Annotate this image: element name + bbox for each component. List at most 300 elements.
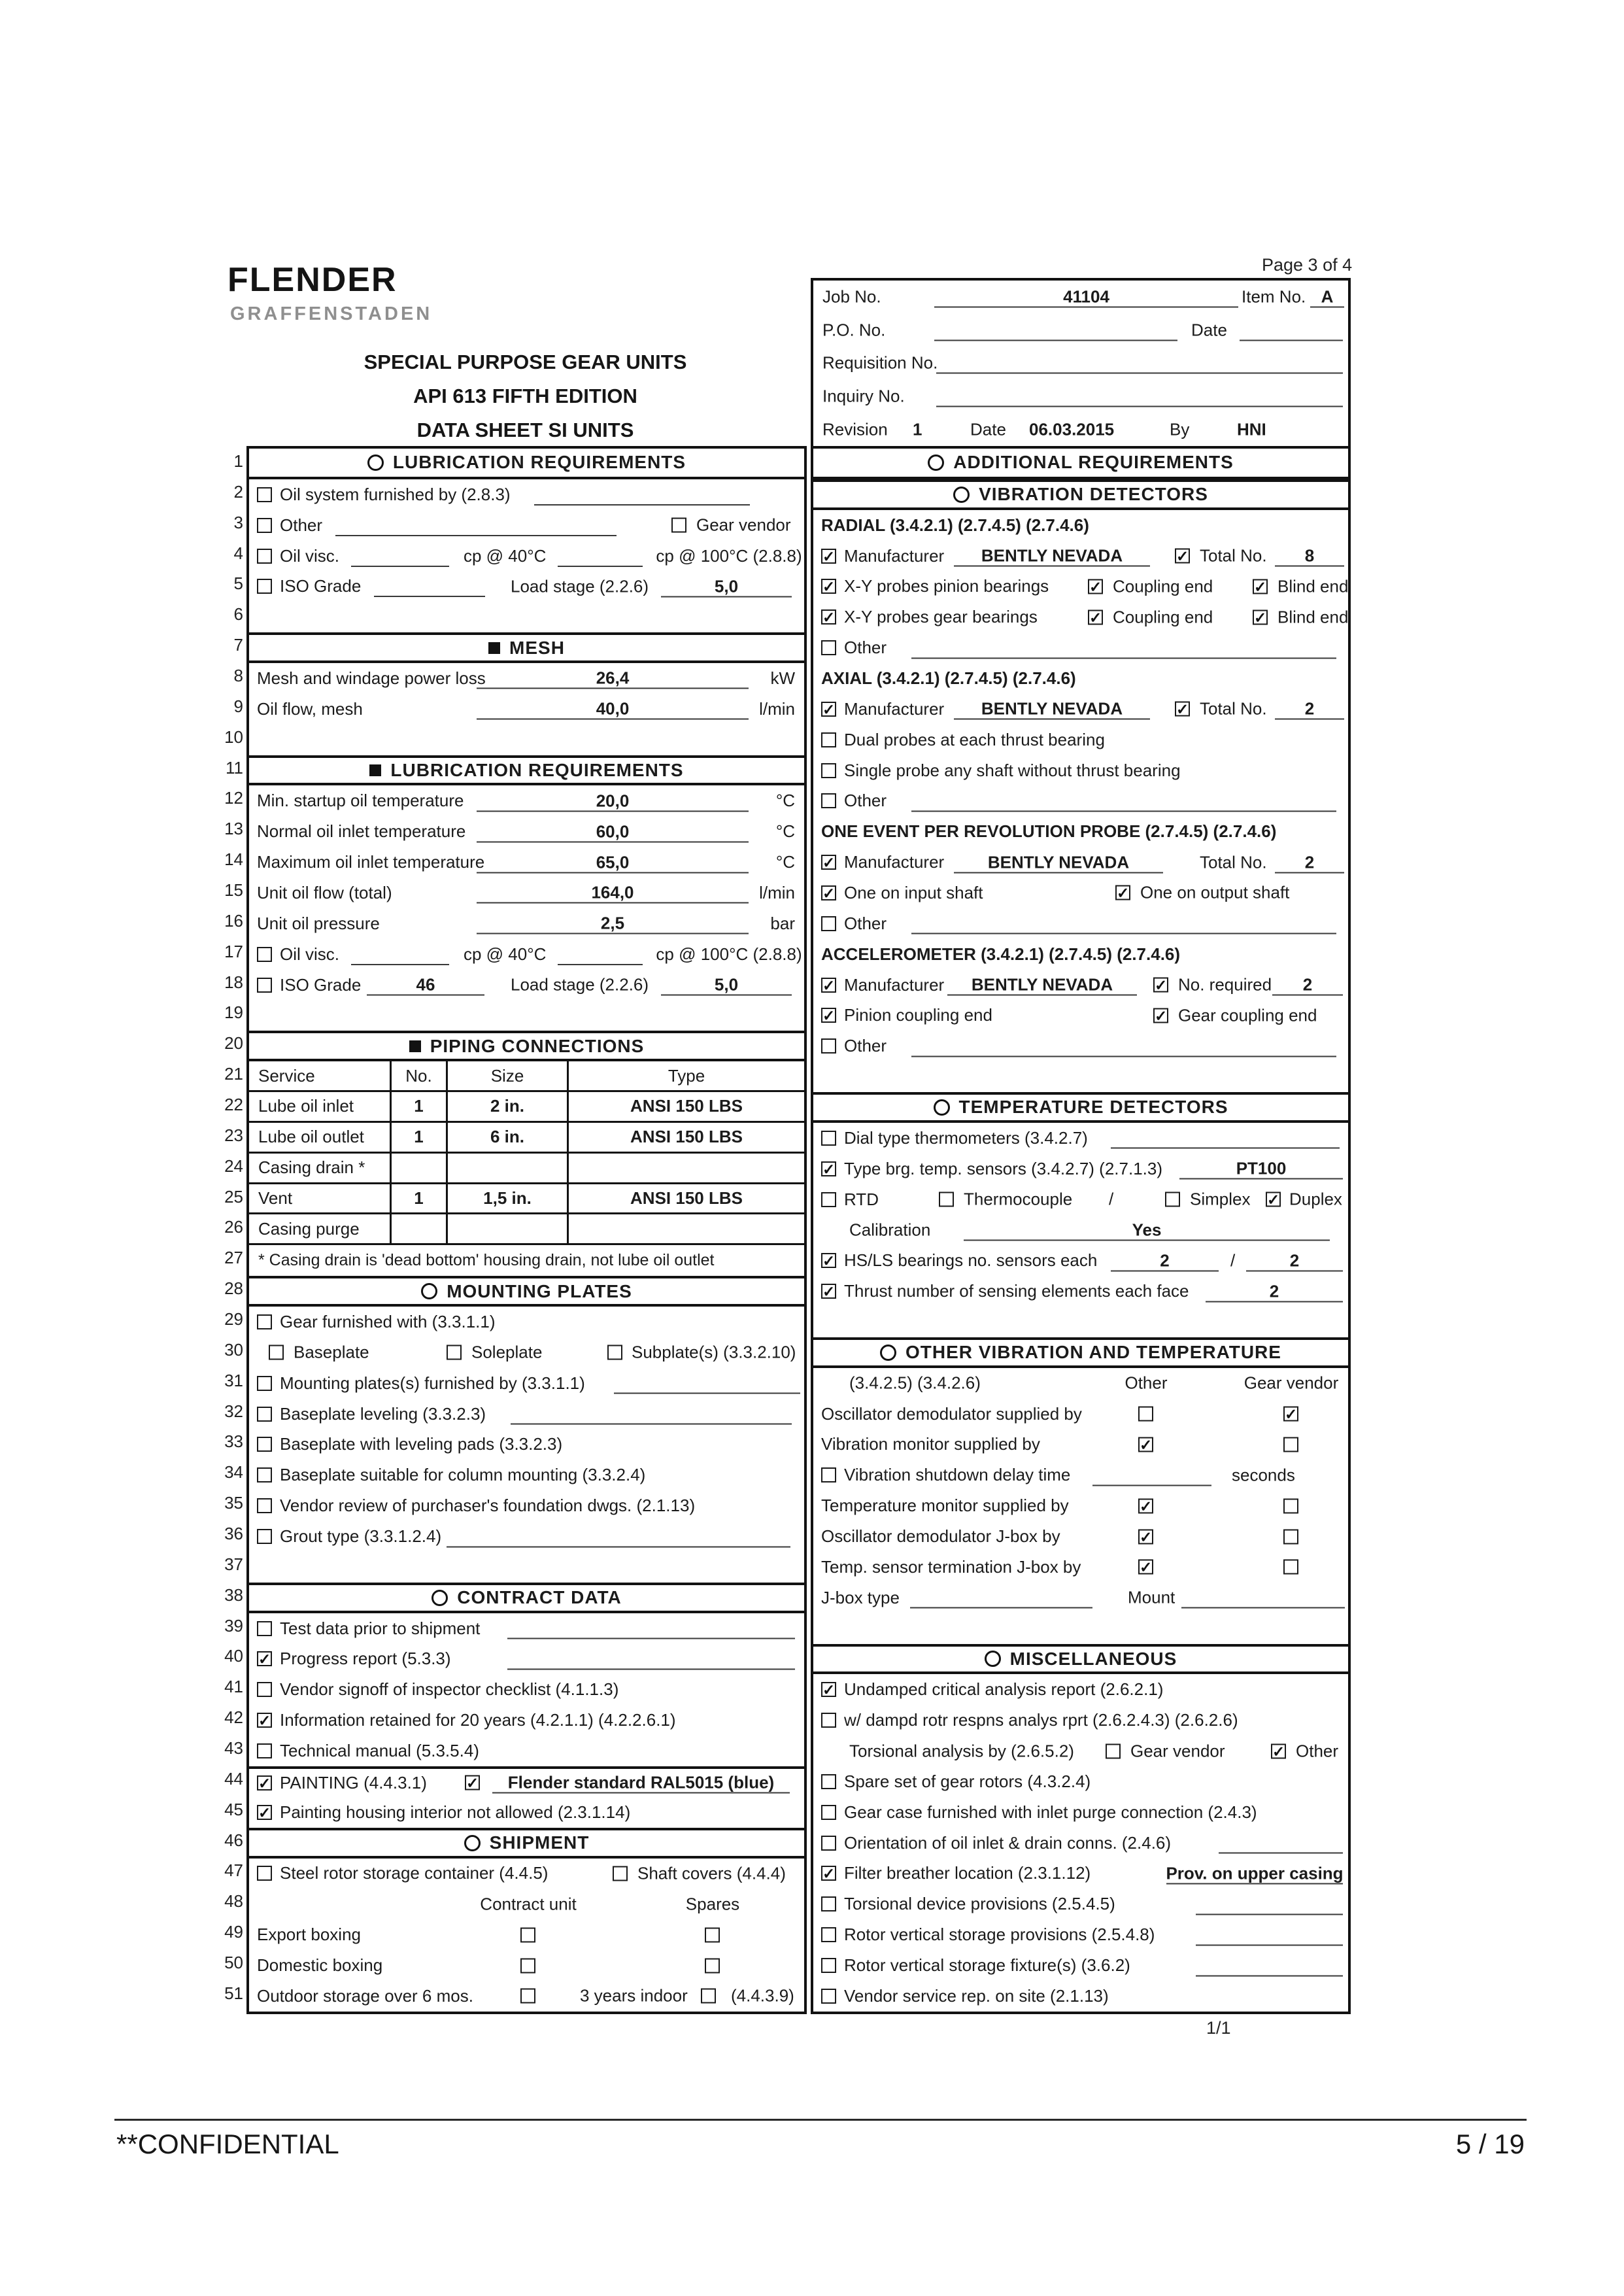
field-label: Vendor review of purchaser's foundation dwgs. (2.1.13) xyxy=(280,1496,696,1516)
field-value: 2 xyxy=(1302,974,1313,995)
checkbox[interactable] xyxy=(939,1192,954,1207)
field-label: Gear furnished with (3.3.1.1) xyxy=(280,1311,496,1331)
field-label: Vendor signoff of inspector checklist (4.1.1.3) xyxy=(280,1679,619,1700)
right-row-26 xyxy=(813,1214,1348,1245)
section-header xyxy=(813,1337,1348,1368)
checkbox-checked[interactable]: ✓ xyxy=(1140,1498,1153,1515)
footer-page-number: 5 / 19 xyxy=(1455,2129,1525,2159)
fill-in-field[interactable] xyxy=(911,913,1336,934)
field-value: PT100 xyxy=(1236,1158,1287,1178)
checkbox[interactable] xyxy=(257,1529,272,1544)
right-row-15 xyxy=(813,878,1348,908)
checkbox-checked[interactable]: ✓ xyxy=(1267,1191,1280,1208)
checkbox[interactable] xyxy=(447,1345,462,1360)
fill-in-field[interactable] xyxy=(1206,1280,1343,1302)
right-row-17 xyxy=(813,939,1348,970)
fill-in-field[interactable] xyxy=(374,575,485,597)
checkbox-checked[interactable]: ✓ xyxy=(1140,1558,1153,1576)
field-label: Torsional device provisions (2.5.4.5) xyxy=(844,1894,1115,1914)
fill-in-field[interactable] xyxy=(1310,286,1344,308)
checkbox-checked[interactable]: ✓ xyxy=(1140,1528,1153,1545)
right-row-18 xyxy=(813,970,1348,1001)
fill-in-field[interactable] xyxy=(661,575,792,597)
row-number: 26 xyxy=(224,1217,243,1237)
left-row-5 xyxy=(249,571,804,602)
field-label: Mesh and windage power loss xyxy=(257,668,486,688)
table-cell: Casing purge xyxy=(249,1214,392,1243)
checkbox[interactable] xyxy=(257,1682,272,1697)
field-label: Grout type (3.3.1.2.4) xyxy=(280,1526,442,1546)
circle-marker-icon xyxy=(367,454,384,471)
row-number: 12 xyxy=(224,788,243,808)
checkbox[interactable] xyxy=(821,1774,836,1789)
field-label: Maximum oil inlet temperature xyxy=(257,852,485,872)
field-label: Unit oil flow (total) xyxy=(257,882,392,902)
fill-in-field[interactable] xyxy=(447,1526,790,1547)
field-label: AXIAL (3.4.2.1) (2.7.4.5) (2.7.4.6) xyxy=(821,668,1076,688)
fill-in-field[interactable] xyxy=(964,1219,1330,1241)
field-label: Gear vendor xyxy=(1130,1741,1225,1761)
checkbox[interactable] xyxy=(1165,1192,1180,1207)
fill-in-field[interactable] xyxy=(1246,1250,1343,1271)
fill-in-field[interactable] xyxy=(1111,1250,1219,1271)
checkbox-checked[interactable]: ✓ xyxy=(258,1804,271,1821)
section-title: MOUNTING PLATES xyxy=(447,1280,632,1301)
row-number: 21 xyxy=(224,1064,243,1084)
checkbox[interactable] xyxy=(821,1038,836,1054)
field-label: Information retained for 20 years (4.2.1.1) (4.2.2.6.1) xyxy=(280,1710,676,1730)
left-row-45 xyxy=(249,1797,804,1828)
fill-in-field[interactable] xyxy=(477,790,749,812)
fill-in-field[interactable] xyxy=(661,974,792,996)
checkbox[interactable] xyxy=(705,1958,720,1973)
left-row-34 xyxy=(249,1460,804,1490)
fill-in-field[interactable] xyxy=(558,545,643,567)
row-number: 46 xyxy=(224,1830,243,1850)
job-info-row-2 xyxy=(813,314,1348,347)
fill-in-field[interactable] xyxy=(911,790,1336,812)
circle-marker-icon xyxy=(431,1590,448,1606)
checkbox[interactable] xyxy=(257,1621,272,1636)
field-label: Blind end xyxy=(1277,607,1349,627)
filled-square-marker-icon xyxy=(369,764,381,776)
job-info-row-3 xyxy=(813,347,1348,380)
checkbox[interactable] xyxy=(257,1743,272,1758)
checkbox[interactable] xyxy=(821,1131,836,1146)
fill-in-field[interactable] xyxy=(534,484,750,505)
section-header xyxy=(249,1828,804,1859)
field-label: Gear case furnished with inlet purge connection (2.4.3) xyxy=(844,1802,1257,1822)
field-label: Simplex xyxy=(1190,1189,1251,1209)
right-row-23 xyxy=(813,1123,1348,1154)
checkbox[interactable] xyxy=(257,518,272,533)
field-label: No. required xyxy=(1178,974,1272,995)
checkbox[interactable] xyxy=(821,732,836,747)
field-label: HNI xyxy=(1237,419,1266,439)
table-cell: Casing drain * xyxy=(249,1154,392,1182)
fill-in-field[interactable] xyxy=(936,352,1343,374)
checkbox-checked[interactable]: ✓ xyxy=(1155,1007,1168,1025)
checkbox[interactable] xyxy=(1283,1498,1298,1513)
field-label: / xyxy=(1230,1250,1236,1271)
checkbox-checked[interactable]: ✓ xyxy=(1117,884,1130,902)
table-cell xyxy=(569,1154,804,1182)
field-label: Temp. sensor termination J-box by xyxy=(821,1556,1081,1577)
fill-in-field[interactable] xyxy=(1092,1464,1211,1486)
fill-in-field[interactable] xyxy=(1196,1893,1343,1915)
row-number: 38 xyxy=(224,1585,243,1605)
row-number: 28 xyxy=(224,1278,243,1299)
checkbox-checked[interactable]: ✓ xyxy=(1272,1743,1285,1760)
checkbox[interactable] xyxy=(821,1467,836,1482)
checkbox-checked[interactable]: ✓ xyxy=(822,1007,836,1025)
field-label: Torsional analysis by (2.6.5.2) xyxy=(849,1741,1074,1761)
brand-logo-subtitle: GRAFFENSTADEN xyxy=(230,303,433,324)
fill-in-field[interactable] xyxy=(477,851,749,873)
checkbox-checked[interactable]: ✓ xyxy=(822,1681,836,1699)
table-cell: Lube oil inlet xyxy=(249,1092,392,1121)
checkbox[interactable] xyxy=(520,1958,535,1973)
field-value: 65,0 xyxy=(596,852,630,872)
checkbox[interactable] xyxy=(257,579,272,594)
checkbox-checked[interactable]: ✓ xyxy=(822,578,836,596)
field-label: Coupling end xyxy=(1113,607,1213,627)
checkbox-checked[interactable]: ✓ xyxy=(822,1252,836,1270)
fill-in-field[interactable] xyxy=(335,515,617,536)
checkbox-checked[interactable]: ✓ xyxy=(1089,578,1102,596)
left-row-3 xyxy=(249,510,804,541)
left-row-50 xyxy=(249,1950,804,1981)
left-row-12 xyxy=(249,785,804,816)
field-label: Orientation of oil inlet & drain conns. (2.4.6) xyxy=(844,1832,1172,1853)
right-row-32 xyxy=(813,1399,1348,1430)
unit-label: l/min xyxy=(759,882,795,902)
right-row-8 xyxy=(813,663,1348,694)
section-header xyxy=(813,449,1348,479)
fill-in-field[interactable] xyxy=(1275,545,1344,567)
field-label: Oil visc. xyxy=(280,545,339,566)
fill-in-field[interactable] xyxy=(558,944,643,965)
field-value: 2 xyxy=(1269,1281,1279,1301)
fill-in-field[interactable] xyxy=(947,974,1137,996)
fill-in-field[interactable] xyxy=(1275,851,1344,873)
fill-in-field[interactable] xyxy=(954,545,1150,567)
checkbox[interactable] xyxy=(1138,1407,1153,1422)
checkbox[interactable] xyxy=(705,1927,720,1942)
checkbox[interactable] xyxy=(821,1927,836,1942)
table-cell xyxy=(392,1154,448,1182)
field-value: 20,0 xyxy=(596,791,630,811)
field-value: Flender standard RAL5015 (blue) xyxy=(507,1772,775,1792)
checkbox-checked[interactable]: ✓ xyxy=(466,1774,479,1792)
right-row-12 xyxy=(813,785,1348,816)
fill-in-field[interactable] xyxy=(954,698,1150,720)
checkbox-checked[interactable]: ✓ xyxy=(822,547,836,565)
field-value: 46 xyxy=(416,974,435,995)
row-number: 36 xyxy=(224,1524,243,1544)
field-label: RADIAL (3.4.2.1) (2.7.4.5) (2.7.4.6) xyxy=(821,515,1089,535)
field-label: One on input shaft xyxy=(844,882,983,902)
table-cell: Lube oil outlet xyxy=(249,1123,392,1152)
fill-in-field[interactable] xyxy=(511,1403,792,1425)
checkbox[interactable] xyxy=(821,1192,836,1207)
right-row-51 xyxy=(813,1981,1348,2012)
right-row-4 xyxy=(813,541,1348,572)
left-row-33 xyxy=(249,1430,804,1460)
checkbox-checked[interactable]: ✓ xyxy=(1254,578,1267,596)
blank-row xyxy=(813,1307,1348,1337)
fill-in-field[interactable] xyxy=(1181,1587,1345,1609)
checkbox-checked[interactable]: ✓ xyxy=(1285,1405,1298,1423)
section-header xyxy=(813,1644,1348,1675)
section-title: TEMPERATURE DETECTORS xyxy=(958,1097,1228,1118)
checkbox-checked[interactable]: ✓ xyxy=(822,854,836,872)
checkbox[interactable] xyxy=(821,1713,836,1728)
row-number: 4 xyxy=(233,543,243,563)
checkbox[interactable] xyxy=(257,1866,272,1881)
checkbox[interactable] xyxy=(1283,1560,1298,1575)
field-label: cp @ 100°C (2.8.8) xyxy=(656,944,802,964)
checkbox-checked[interactable]: ✓ xyxy=(1254,609,1267,626)
fill-in-field[interactable] xyxy=(477,698,749,720)
right-row-25 xyxy=(813,1184,1348,1215)
checkbox[interactable] xyxy=(821,1989,836,2004)
checkbox[interactable] xyxy=(607,1345,622,1360)
column-header: Spares xyxy=(685,1894,740,1914)
fill-in-field[interactable] xyxy=(911,1035,1336,1057)
fill-in-field[interactable] xyxy=(367,974,484,996)
checkbox-checked[interactable]: ✓ xyxy=(1089,609,1102,626)
checkbox-checked[interactable]: ✓ xyxy=(258,1712,271,1730)
field-label: Total No. xyxy=(1200,698,1267,719)
blank-row xyxy=(249,602,804,632)
fill-in-field[interactable] xyxy=(1275,698,1344,720)
field-label: cp @ 40°C xyxy=(464,944,547,964)
checkbox-checked[interactable]: ✓ xyxy=(1176,700,1189,718)
checkbox[interactable] xyxy=(257,978,272,993)
checkbox[interactable] xyxy=(821,1896,836,1911)
field-value: 2 xyxy=(1304,852,1315,872)
right-row-45 xyxy=(813,1797,1348,1828)
checkbox[interactable] xyxy=(821,1836,836,1851)
fill-in-field[interactable] xyxy=(507,1618,795,1639)
table-cell xyxy=(392,1214,448,1243)
row-number: 3 xyxy=(233,512,243,532)
field-label: Outdoor storage over 6 mos. xyxy=(257,1985,473,2006)
confidential-label: **CONFIDENTIAL xyxy=(116,2129,339,2159)
field-label: X-Y probes gear bearings xyxy=(844,607,1038,627)
field-value: Prov. on upper casing xyxy=(1166,1863,1344,1883)
fill-in-field[interactable] xyxy=(351,944,449,965)
right-row-6 xyxy=(813,602,1348,632)
field-label: Requisition No. xyxy=(822,352,938,373)
piping-table-row xyxy=(249,1092,804,1123)
job-info-row-1 xyxy=(813,281,1348,314)
checkbox[interactable] xyxy=(821,1958,836,1973)
checkbox[interactable] xyxy=(821,1805,836,1820)
field-label: Calibration xyxy=(849,1220,931,1240)
checkbox-checked[interactable]: ✓ xyxy=(822,1283,836,1301)
checkbox-checked[interactable]: ✓ xyxy=(1155,976,1168,994)
section-header xyxy=(249,1276,804,1307)
row-number: 32 xyxy=(224,1401,243,1421)
field-value: 41104 xyxy=(1063,286,1109,307)
checkbox[interactable] xyxy=(257,487,272,502)
field-label: ACCELEROMETER (3.4.2.1) (2.7.4.5) (2.7.4.6) xyxy=(821,944,1181,964)
checkbox-checked[interactable]: ✓ xyxy=(822,1865,836,1883)
left-row-48 xyxy=(249,1889,804,1919)
fill-in-field[interactable] xyxy=(492,1772,790,1794)
fill-in-field[interactable] xyxy=(614,1373,800,1394)
checkbox[interactable] xyxy=(821,916,836,931)
right-form-column xyxy=(811,446,1351,2014)
fill-in-field[interactable] xyxy=(954,851,1163,873)
fill-in-field[interactable] xyxy=(911,637,1336,659)
field-value: 2,5 xyxy=(600,913,625,933)
fill-in-field[interactable] xyxy=(934,286,1238,308)
field-label: J-box type xyxy=(821,1587,900,1607)
row-number: 29 xyxy=(224,1309,243,1329)
field-label: Steel rotor storage container (4.4.5) xyxy=(280,1863,549,1883)
checkbox[interactable] xyxy=(1283,1437,1298,1452)
fill-in-field[interactable] xyxy=(1240,319,1343,341)
field-label: Rotor vertical storage provisions (2.5.4.8) xyxy=(844,1925,1155,1945)
row-number: 27 xyxy=(224,1248,243,1268)
footer-rule xyxy=(114,2119,1527,2121)
checkbox-checked[interactable]: ✓ xyxy=(822,1160,836,1178)
field-label: Oscillator demodulator J-box by xyxy=(821,1526,1060,1546)
circle-marker-icon xyxy=(985,1651,1001,1667)
right-row-46 xyxy=(813,1828,1348,1859)
right-row-19 xyxy=(813,1000,1348,1031)
checkbox[interactable] xyxy=(269,1345,284,1360)
unit-label: °C xyxy=(775,852,795,872)
field-label: Min. startup oil temperature xyxy=(257,791,464,811)
checkbox[interactable] xyxy=(257,947,272,962)
checkbox[interactable] xyxy=(257,1407,272,1422)
field-label: Temperature monitor supplied by xyxy=(821,1496,1069,1516)
checkbox-checked[interactable]: ✓ xyxy=(258,1651,271,1668)
circle-marker-icon xyxy=(464,1835,481,1851)
right-row-36 xyxy=(813,1521,1348,1552)
fill-in-field[interactable] xyxy=(477,882,749,904)
piping-table-row xyxy=(249,1123,804,1154)
fill-in-field[interactable] xyxy=(507,1648,795,1670)
field-value: BENTLY NEVADA xyxy=(981,698,1123,719)
field-label: Dial type thermometers (3.4.2.7) xyxy=(844,1127,1088,1148)
left-row-14 xyxy=(249,847,804,878)
checkbox[interactable] xyxy=(671,518,686,533)
right-row-41 xyxy=(813,1674,1348,1705)
checkbox-checked[interactable]: ✓ xyxy=(822,700,836,718)
checkbox[interactable] xyxy=(613,1866,628,1881)
field-label: w/ dampd rotr respns analys rprt (2.6.2.4.3) (2.6.2.6) xyxy=(844,1710,1238,1730)
fill-in-field[interactable] xyxy=(1179,1158,1343,1180)
row-number: 45 xyxy=(224,1799,243,1819)
fill-in-field[interactable] xyxy=(1196,1924,1343,1945)
row-number: 6 xyxy=(233,604,243,625)
right-row-13 xyxy=(813,816,1348,847)
field-label: Baseplate xyxy=(294,1342,369,1362)
checkbox[interactable] xyxy=(257,1437,272,1452)
fill-in-field[interactable] xyxy=(1272,974,1343,996)
fill-in-field[interactable] xyxy=(1196,1955,1343,1976)
job-info-box xyxy=(811,278,1351,449)
checkbox-checked[interactable]: ✓ xyxy=(822,884,836,902)
left-row-41 xyxy=(249,1674,804,1705)
fill-in-field[interactable] xyxy=(477,913,749,934)
left-row-16 xyxy=(249,908,804,939)
checkbox[interactable] xyxy=(257,1314,272,1329)
checkbox[interactable] xyxy=(257,1498,272,1513)
checkbox-checked[interactable]: ✓ xyxy=(1176,547,1189,565)
checkbox[interactable] xyxy=(257,1376,272,1391)
checkbox[interactable] xyxy=(1283,1529,1298,1544)
fill-in-field[interactable] xyxy=(934,319,1177,341)
field-label: Gear vendor xyxy=(696,515,791,535)
fill-in-field[interactable] xyxy=(1219,1832,1343,1854)
fill-in-field[interactable] xyxy=(1166,1862,1343,1884)
left-row-43 xyxy=(249,1736,804,1766)
checkbox[interactable] xyxy=(520,1927,535,1942)
checkbox-checked[interactable]: ✓ xyxy=(822,976,836,994)
left-row-9 xyxy=(249,694,804,725)
right-row-5 xyxy=(813,571,1348,602)
row-number: 15 xyxy=(224,880,243,900)
blank-row xyxy=(249,1000,804,1031)
right-row-14 xyxy=(813,847,1348,878)
fill-in-field[interactable] xyxy=(351,545,449,567)
left-row-42 xyxy=(249,1705,804,1736)
field-label: Other xyxy=(844,1036,887,1056)
left-row-2 xyxy=(249,479,804,510)
checkbox[interactable] xyxy=(1106,1743,1121,1758)
checkbox[interactable] xyxy=(257,1467,272,1482)
field-label: Shaft covers (4.4.4) xyxy=(637,1863,786,1883)
right-row-16 xyxy=(813,908,1348,939)
fill-in-field[interactable] xyxy=(1111,1127,1340,1149)
field-label: Baseplate with leveling pads (3.3.2.3) xyxy=(280,1434,563,1454)
field-label: P.O. No. xyxy=(822,320,886,340)
piping-table-row xyxy=(249,1214,804,1245)
row-number: 39 xyxy=(224,1615,243,1636)
checkbox-checked[interactable]: ✓ xyxy=(258,1774,271,1792)
field-label: Manufacturer xyxy=(844,974,945,995)
checkbox[interactable] xyxy=(257,549,272,564)
right-row-43 xyxy=(813,1736,1348,1766)
row-number: 22 xyxy=(224,1094,243,1114)
field-value: 26,4 xyxy=(596,668,630,688)
section-title: LUBRICATION REQUIREMENTS xyxy=(392,452,686,473)
checkbox[interactable] xyxy=(821,793,836,808)
fill-in-field[interactable] xyxy=(910,1587,1092,1609)
checkbox[interactable] xyxy=(821,640,836,655)
fill-in-field[interactable] xyxy=(936,386,1343,407)
field-label: 06.03.2015 xyxy=(1029,419,1115,439)
section-header xyxy=(249,1583,804,1613)
field-label: Other xyxy=(1296,1741,1339,1761)
checkbox-checked[interactable]: ✓ xyxy=(822,609,836,626)
fill-in-field[interactable] xyxy=(477,668,749,689)
fill-in-field[interactable] xyxy=(477,821,749,842)
checkbox-checked[interactable]: ✓ xyxy=(1140,1436,1153,1454)
checkbox[interactable] xyxy=(701,1989,716,2004)
checkbox[interactable] xyxy=(821,763,836,778)
table-cell: ANSI 150 LBS xyxy=(630,1127,743,1147)
right-row-20 xyxy=(813,1031,1348,1061)
footnote-row xyxy=(249,1245,804,1276)
checkbox[interactable] xyxy=(520,1989,535,2004)
